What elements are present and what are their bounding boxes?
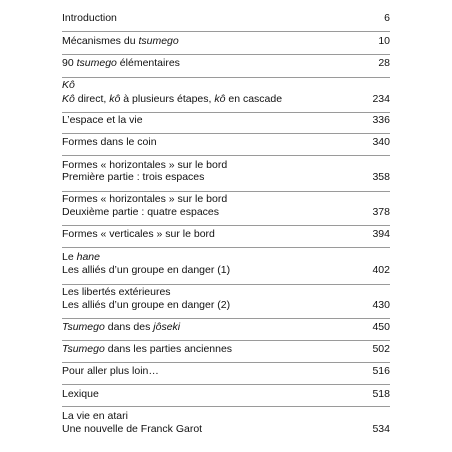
title-text: 90 xyxy=(62,57,77,69)
title-text: dans les parties anciennes xyxy=(104,343,233,355)
italic-term: tsumego xyxy=(138,35,179,47)
toc-divider xyxy=(62,31,390,32)
toc-page-number: 6 xyxy=(384,12,390,24)
toc-page-number: 378 xyxy=(372,206,390,218)
toc-entry-subtitle xyxy=(62,93,282,106)
title-text: Première partie : trois espaces xyxy=(62,171,205,183)
toc-divider xyxy=(62,284,390,285)
italic-term: Kô xyxy=(62,93,75,105)
italic-term: kô xyxy=(109,93,121,105)
toc-entry-title xyxy=(62,193,227,206)
toc-entry-title xyxy=(62,228,215,241)
italic-term: hane xyxy=(76,251,100,263)
title-text: Deuxième partie : quatre espaces xyxy=(62,206,220,218)
toc-page-number: 450 xyxy=(372,321,390,333)
toc-divider xyxy=(62,362,390,363)
toc-divider xyxy=(62,155,390,156)
toc-entry-subtitle xyxy=(62,299,230,312)
toc-entry-subtitle xyxy=(62,171,204,184)
toc-page-number: 402 xyxy=(372,264,390,276)
title-text: Le xyxy=(62,251,77,263)
toc-entry-title xyxy=(62,251,100,264)
title-text: Les libertés extérieures xyxy=(62,286,171,298)
toc-entry-title xyxy=(62,410,128,423)
toc-entry-subtitle xyxy=(62,206,219,219)
toc-entry-title xyxy=(62,57,180,70)
title-text: Une nouvelle de Franck Garot xyxy=(62,423,203,435)
toc-page-number: 502 xyxy=(372,343,390,355)
toc-page-number: 394 xyxy=(372,228,390,240)
toc-entry-title xyxy=(62,321,180,334)
title-text: Les alliés d’un groupe en danger (1) xyxy=(62,264,231,276)
toc-divider xyxy=(62,247,390,248)
title-text: Formes « horizontales » sur le bord xyxy=(62,159,228,171)
title-text: dans des xyxy=(104,321,154,333)
toc-page-number: 10 xyxy=(378,35,390,47)
toc-page-number: 234 xyxy=(372,93,390,105)
toc-entry-title xyxy=(62,365,159,378)
toc-entry-title xyxy=(62,12,117,25)
title-text: Formes « horizontales » sur le bord xyxy=(62,193,228,205)
title-text: Mécanismes du xyxy=(62,35,139,47)
toc-page-number: 336 xyxy=(372,114,390,126)
title-text: Les alliés d’un groupe en danger (2) xyxy=(62,299,231,311)
toc-page-number: 516 xyxy=(372,365,390,377)
toc-divider xyxy=(62,191,390,192)
title-text: Pour aller plus loin… xyxy=(62,365,159,377)
toc-page-number: 534 xyxy=(372,423,390,435)
toc-divider xyxy=(62,133,390,134)
toc-divider xyxy=(62,77,390,78)
title-text: Lexique xyxy=(62,388,99,400)
toc-page-number: 358 xyxy=(372,171,390,183)
title-text: élémentaires xyxy=(116,57,180,69)
toc-divider xyxy=(62,225,390,226)
title-text: L’espace et la vie xyxy=(62,114,143,126)
italic-term: Tsumego xyxy=(62,343,105,355)
toc-entry-title xyxy=(62,136,157,149)
toc-page-number: 28 xyxy=(378,57,390,69)
toc-entry-title xyxy=(62,343,232,356)
toc-page-number: 340 xyxy=(372,136,390,148)
title-text: direct, xyxy=(74,93,110,105)
toc-divider xyxy=(62,318,390,319)
toc-divider xyxy=(62,54,390,55)
italic-term: Tsumego xyxy=(62,321,105,333)
title-text: à plusieurs étapes, xyxy=(120,93,215,105)
toc-entry-title xyxy=(62,286,171,299)
title-text: en cascade xyxy=(225,93,283,105)
toc-page-number: 430 xyxy=(372,299,390,311)
italic-term: tsumego xyxy=(76,57,117,69)
toc-entry-title xyxy=(62,79,75,92)
toc-divider xyxy=(62,340,390,341)
toc-divider xyxy=(62,112,390,113)
italic-term: jôseki xyxy=(153,321,181,333)
toc-entry-subtitle xyxy=(62,423,202,436)
title-text: Formes « verticales » sur le bord xyxy=(62,228,215,240)
toc-entry-title xyxy=(62,388,99,401)
toc-divider xyxy=(62,384,390,385)
toc-entry-subtitle xyxy=(62,264,230,277)
toc-page-number: 518 xyxy=(372,388,390,400)
title-text: La vie en atari xyxy=(62,410,128,422)
toc-divider xyxy=(62,406,390,407)
toc-entry-title xyxy=(62,35,179,48)
toc-entry-title xyxy=(62,114,143,127)
title-text: Introduction xyxy=(62,12,117,24)
italic-term: kô xyxy=(214,93,226,105)
title-text: Formes dans le coin xyxy=(62,136,157,148)
italic-term: Kô xyxy=(62,79,75,91)
